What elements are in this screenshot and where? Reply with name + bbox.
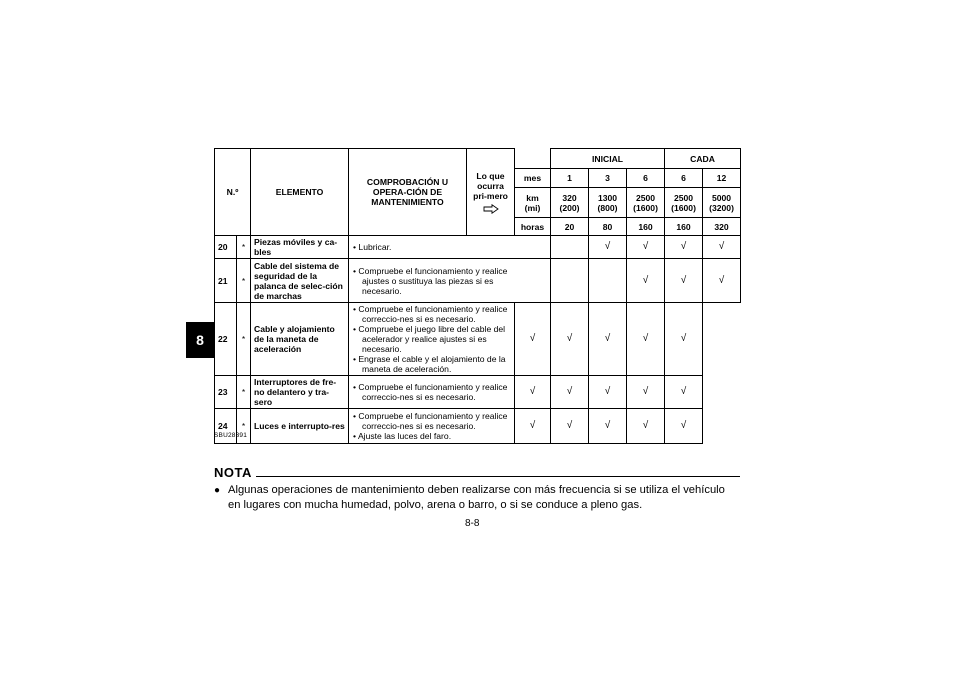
row-element: Interruptores de fre-no delantero y tra-sero (251, 376, 349, 409)
check-cell: √ (627, 259, 665, 303)
check-cell: √ (627, 409, 665, 444)
row-star: * (237, 409, 251, 444)
maintenance-table (214, 148, 741, 444)
horas-cell: 20 (551, 218, 589, 236)
check-cell: √ (515, 409, 551, 444)
header-every: CADA (665, 149, 741, 169)
horas-cell: 160 (627, 218, 665, 236)
row-description (349, 236, 515, 259)
mes-cell: 3 (589, 169, 627, 188)
row-item: • Compruebe el funcionamiento y realice correccio-nes si es necesario. (353, 411, 511, 431)
check-cell: √ (515, 303, 551, 376)
note-block (214, 465, 740, 513)
check-cell: √ (627, 236, 665, 259)
km-cell: 5000 (3200) (703, 188, 741, 218)
check-cell: √ (589, 409, 627, 444)
page-number: 8-8 (465, 518, 480, 529)
row-number: 23 (215, 376, 237, 409)
check-cell (589, 259, 627, 303)
check-cell: √ (551, 303, 589, 376)
row-item: • Compruebe el funcionamiento y realice correccio-nes si es necesario. (353, 304, 511, 324)
mes-cell: 1 (551, 169, 589, 188)
note-rule (256, 476, 740, 477)
header-row-top (215, 149, 741, 169)
note-header (214, 465, 740, 480)
row-description (349, 303, 515, 376)
check-cell: √ (589, 303, 627, 376)
label-horas: horas (515, 218, 551, 236)
mes-cell: 6 (665, 169, 703, 188)
check-cell: √ (665, 376, 703, 409)
row-number: 20 (215, 236, 237, 259)
check-cell: √ (589, 236, 627, 259)
row-element: Luces e interrupto-res (251, 409, 349, 444)
row-item: • Ajuste las luces del faro. (353, 431, 511, 441)
row-star: * (237, 303, 251, 376)
row-element: Cable y alojamiento de la maneta de aceleración (251, 303, 349, 376)
row-item: • Compruebe el funcionamiento y realice correccio-nes si es necesario. (353, 382, 511, 402)
label-mes: mes (515, 169, 551, 188)
table-row (215, 376, 741, 409)
check-cell: √ (665, 409, 703, 444)
table-row (215, 259, 741, 303)
row-item: • Compruebe el funcionamiento y realice ajustes o sustituya las piezas si es necesario. (353, 266, 512, 296)
km-cell: 2500 (1600) (665, 188, 703, 218)
row-item: • Lubricar. (353, 242, 512, 252)
row-item: • Compruebe el juego libre del cable del acelerador y realice ajustes si es necesario. (353, 324, 511, 354)
check-cell: √ (515, 376, 551, 409)
km-cell: 1300 (800) (589, 188, 627, 218)
check-cell (551, 259, 589, 303)
row-number: 21 (215, 259, 237, 303)
check-cell: √ (703, 259, 741, 303)
check-cell: √ (665, 236, 703, 259)
row-description (349, 409, 515, 444)
horas-cell: 80 (589, 218, 627, 236)
row-number: 24 (215, 409, 237, 444)
table-row (215, 409, 741, 444)
km-cell: 320 (200) (551, 188, 589, 218)
row-description (349, 259, 515, 303)
row-item: • Engrase el cable y el alojamiento de la maneta de aceleración. (353, 354, 511, 374)
document-code: SBU28391 (214, 432, 248, 439)
check-cell (551, 236, 589, 259)
row-description (349, 376, 515, 409)
row-element: Piezas móviles y ca-bles (251, 236, 349, 259)
mes-cell: 12 (703, 169, 741, 188)
check-cell: √ (627, 303, 665, 376)
header-element: ELEMENTO (251, 149, 349, 236)
check-cell: √ (627, 376, 665, 409)
check-cell: √ (665, 259, 703, 303)
note-item (214, 483, 740, 513)
bullet-circle-icon: ● (214, 485, 221, 496)
check-cell: √ (589, 376, 627, 409)
horas-cell: 320 (703, 218, 741, 236)
note-text: Algunas operaciones de mantenimiento deben realizarse con más frecuencia si se utiliza el vehículo en lugares con mucha humedad, polvo, arena o barro, o si se conduce a pleno gas. (228, 484, 725, 511)
note-title: NOTA (214, 465, 252, 480)
check-cell: √ (551, 409, 589, 444)
row-element: Cable del sistema de seguridad de la palanca de selec-ción de marchas (251, 259, 349, 303)
row-star: * (237, 376, 251, 409)
chapter-number: 8 (196, 332, 204, 348)
check-cell: √ (703, 236, 741, 259)
table-row (215, 236, 741, 259)
check-cell: √ (551, 376, 589, 409)
header-first: Lo que ocurra pri-mero (467, 149, 515, 236)
check-cell: √ (665, 303, 703, 376)
label-km: km (mi) (515, 188, 551, 218)
km-cell: 2500 (1600) (627, 188, 665, 218)
header-initial: INICIAL (551, 149, 665, 169)
arrow-right-icon (483, 204, 499, 214)
row-star: * (237, 236, 251, 259)
mes-cell: 6 (627, 169, 665, 188)
horas-cell: 160 (665, 218, 703, 236)
chapter-tab (186, 322, 214, 358)
header-num: N.º (215, 149, 251, 236)
table-row (215, 303, 741, 376)
header-check: COMPROBACIÓN U OPERA-CIÓN DE MANTENIMIENTO (349, 149, 467, 236)
row-star: * (237, 259, 251, 303)
row-number: 22 (215, 303, 237, 376)
